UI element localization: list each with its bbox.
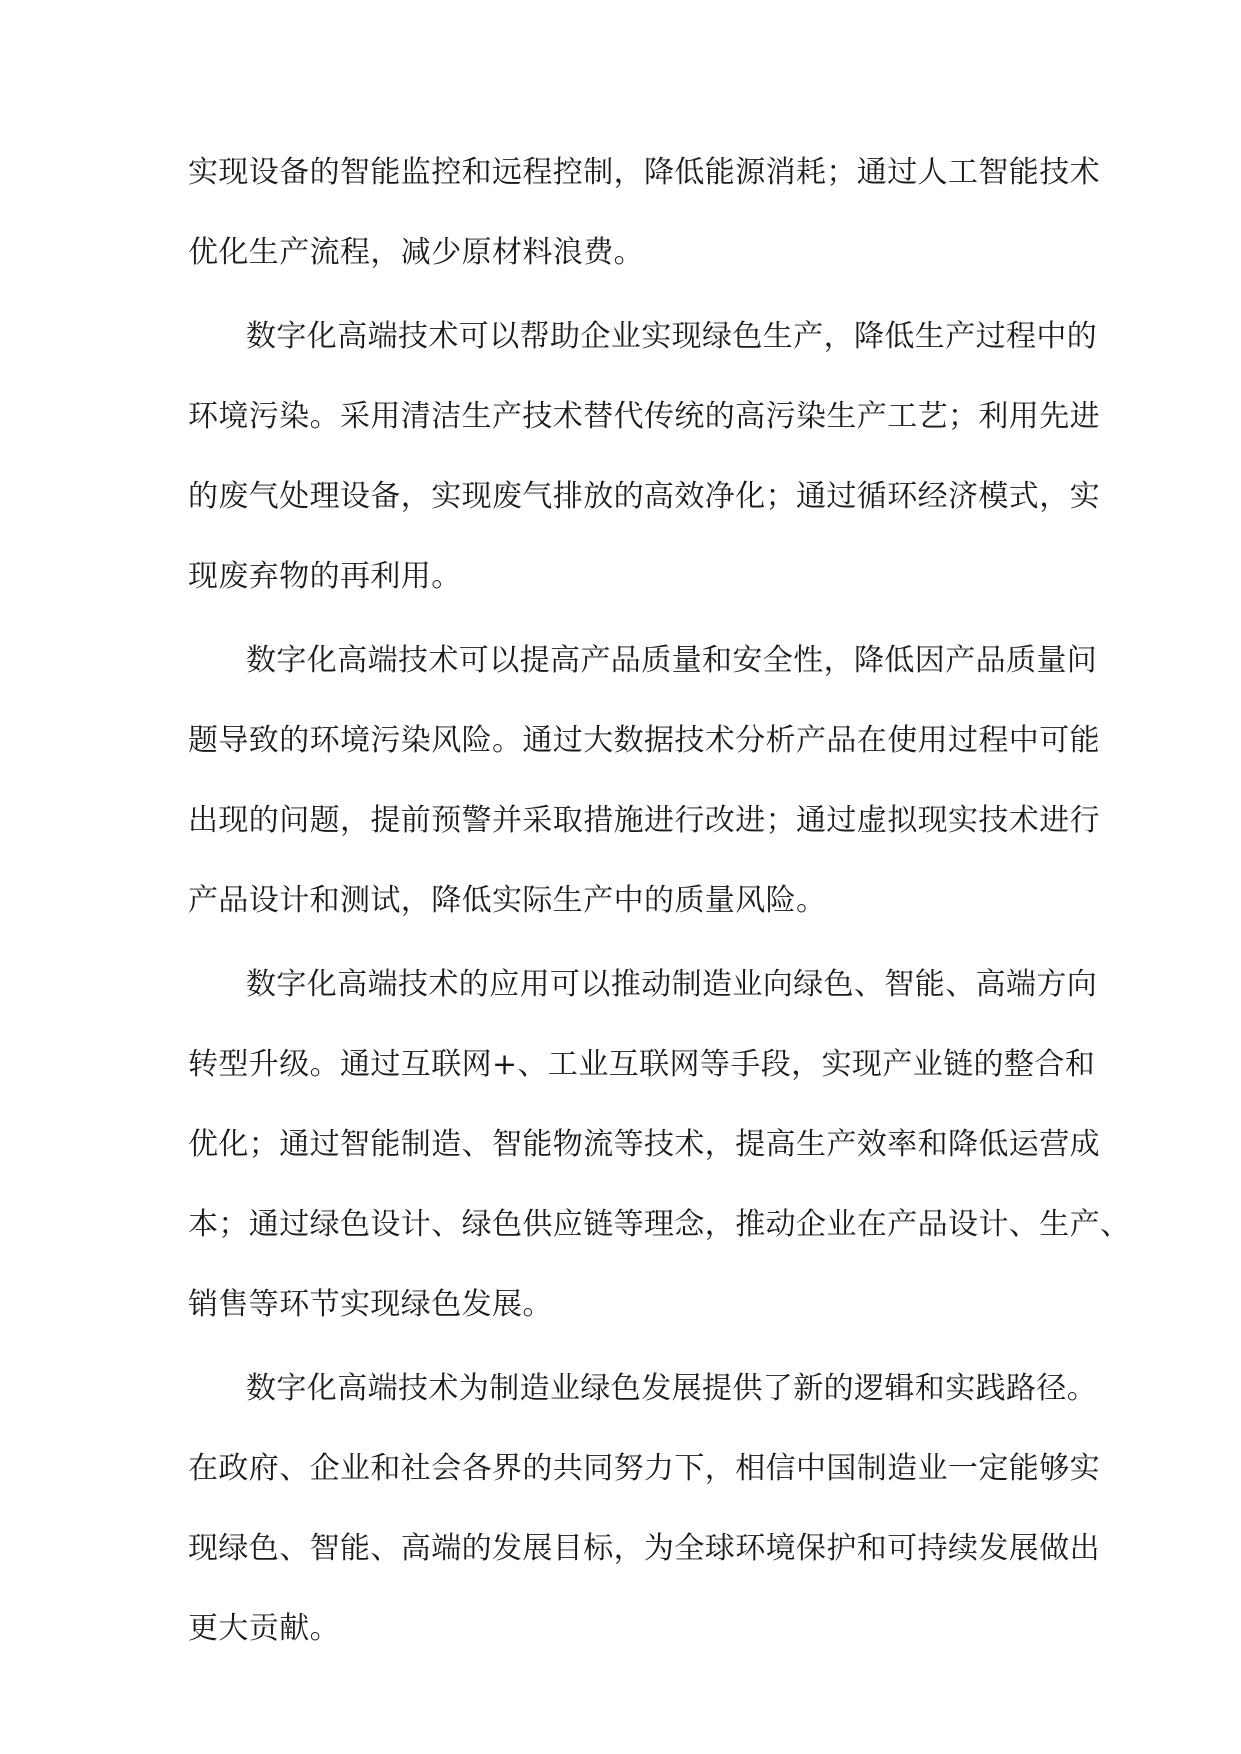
paragraph-first-line: 数字化高端技术可以提高产品质量和安全性，降低因产品质量问 — [246, 643, 1098, 678]
text-line: 现废弃物的再利用。 — [188, 559, 462, 594]
text-line: 现绿色、智能、高端的发展目标，为全球环境保护和可持续发展做出 — [188, 1531, 1100, 1566]
document-body — [188, 147, 1131, 1683]
text-line: 出现的问题，提前预警并采取措施进行改进；通过虚拟现实技术进行 — [188, 803, 1100, 838]
text-line: 更大贡献。 — [188, 1611, 340, 1646]
text-line: 题导致的环境污染风险。通过大数据技术分析产品在使用过程中可能 — [188, 723, 1100, 758]
text-line: 产品设计和测试，降低实际生产中的质量风险。 — [188, 883, 827, 918]
text-line: 本；通过绿色设计、绿色供应链等理念，推动企业在产品设计、生产、 — [188, 1207, 1131, 1242]
text-line: 的废气处理设备，实现废气排放的高效净化；通过循环经济模式，实 — [188, 479, 1100, 514]
text-line: 环境污染。采用清洁生产技术替代传统的高污染生产工艺；利用先进 — [188, 399, 1100, 434]
paragraph-first-line: 数字化高端技术可以帮助企业实现绿色生产，降低生产过程中的 — [246, 319, 1098, 354]
paragraph-first-line: 数字化高端技术的应用可以推动制造业向绿色、智能、高端方向 — [246, 967, 1098, 1002]
text-line: 优化；通过智能制造、智能物流等技术，提高生产效率和降低运营成 — [188, 1127, 1100, 1162]
text-line: 实现设备的智能监控和远程控制，降低能源消耗；通过人工智能技术 — [188, 155, 1100, 190]
text-line: 转型升级。通过互联网+、工业互联网等手段，实现产业链的整合和 — [188, 1047, 1096, 1082]
paragraph-first-line: 数字化高端技术为制造业绿色发展提供了新的逻辑和实践路径。 — [246, 1371, 1098, 1406]
text-line: 在政府、企业和社会各界的共同努力下，相信中国制造业一定能够实 — [188, 1451, 1100, 1486]
text-line: 优化生产流程，减少原材料浪费。 — [188, 235, 644, 270]
text-line: 销售等环节实现绿色发展。 — [188, 1287, 553, 1322]
